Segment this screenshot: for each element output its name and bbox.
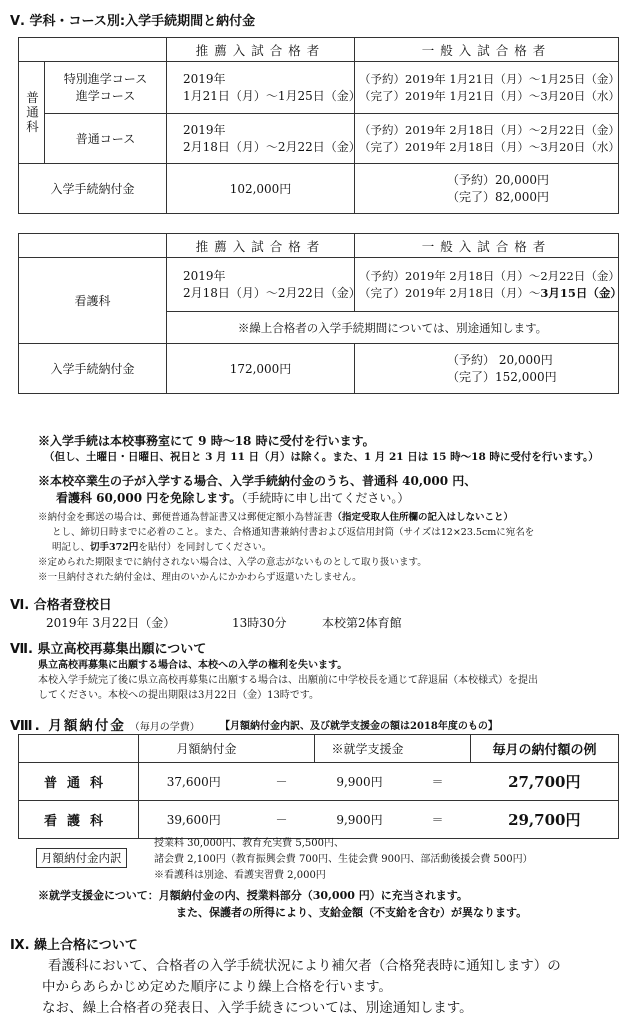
gen-reserve: （予約）2019年 2月18日（月）～2月22日（金） [359,268,620,283]
fee-reserve: （予約） 20,000円 [447,352,553,367]
note-postal-3a: 明記し、 [52,542,91,553]
header-general: 一般入試合格者 [355,38,619,62]
section6-title: Ⅵ. 合格者登校日 [10,598,112,613]
course-cell [45,62,167,114]
rec-period [167,258,361,312]
blank-header [19,735,139,763]
row-minus: － [249,801,315,839]
rec-dates: 1月21日（月）～1月25日（金） [183,88,361,103]
waitlist-line1: 看護科において、合格者の入学手続状況により補欠者（合格発表時に通知します）の [48,958,561,974]
dept-label: 看護科 [19,258,167,344]
fee-reserve: （予約）20,000円 [447,172,549,187]
waitlist-line3: なお、繰上合格者の発表日、入学手続きについては、別途通知します。 [42,1000,473,1016]
fee-general [355,164,619,214]
section8-subtitle: （毎月の学費） [129,722,200,733]
gen-reserve: （予約）2019年 2月18日（月）～2月22日（金） [359,122,620,137]
row-equals: ＝ [405,801,471,839]
note-postal-3 [52,540,271,555]
reapply-detail: 本校入学手続完了後に県立高校再募集に出願する場合は、出願前に中学校長を通じて辞退届（本校様式）を提出 [38,675,538,686]
gen-period [355,114,619,164]
rec-year: 2019年 [183,122,226,137]
header-recommend: 推薦入試合格者 [167,234,355,258]
header-recommend: 推薦入試合格者 [167,38,355,62]
attend-place: 本校第2体育館 [322,616,402,630]
gen-complete: （完了）2019年 2月18日（月）～3月20日（水） [359,139,620,154]
section9-title: Ⅸ. 繰上合格について [10,938,138,953]
note-postal [38,510,513,525]
note-procedure: ※入学手続は本校事務室にて 9 時～18 時に受付を行います。 [38,434,375,448]
blank-header [19,234,167,258]
nursing-note: ※繰上合格者の入学手続期間については、別途通知します。 [167,312,619,344]
fee-recommend: 102,000円 [167,164,355,214]
note-no-refund: ※一旦納付された納付金は、理由のいかんにかかわらず返還いたしません。 [38,572,362,583]
row-support: 9,900円 [315,763,405,801]
rec-period [167,114,361,164]
support-note-2: また、保護者の所得により、支給金額（不支給を含む）が異なります。 [176,906,528,919]
note-alumni-amount: 看護科 60,000 円を免除します。 [56,491,242,505]
row-fee: 39,600円 [139,801,249,839]
section7-title: Ⅶ. 県立高校再募集出願について [10,642,207,657]
fee-general [355,344,619,394]
reapply-deadline: してください。本校への提出期限は3月22日（金）13時です。 [38,690,320,701]
breakdown-line1: 授業料 30,000円、教育充実費 5,500円、 [154,838,344,849]
breakdown-line2: 諸会費 2,100円（教育振興会費 700円、生徒会費 900円、部活動後援会費 500円） [154,854,533,865]
rec-year: 2019年 [183,71,226,86]
note-postal-emph: （指定受取人住所欄の記入はしないこと） [332,512,514,523]
gen-reserve: （予約）2019年 1月21日（月）～1月25日（金） [359,71,620,86]
row-support: 9,900円 [315,801,405,839]
header-general: 一般入試合格者 [355,234,619,258]
fee-label: 入学手続納付金 [19,164,167,214]
row-fee: 37,600円 [139,763,249,801]
gen-complete: （完了）2019年 2月18日（月）～ [359,285,541,300]
section5-title: Ⅴ. 学科・コース別:入学手続期間と納付金 [10,14,256,29]
row-dept: 看護科 [19,801,139,839]
fee-complete: （完了）152,000円 [447,369,557,384]
breakdown-line3: ※看護科は別途、看護実習費 2,000円 [154,870,326,881]
dept-label: 普通科 [24,90,40,135]
section8-note: 【月額納付金内訳、及び就学支援金の額は2018年度のもの】 [220,721,498,732]
blank-header [19,38,167,62]
note-postal-text: ※納付金を郵送の場合は、郵便普通為替証書又は郵便定額小為替証書 [38,512,333,523]
table-nursing-dept [18,233,622,394]
note-alumni: ※本校卒業生の子が入学する場合、入学手続納付金のうち、普通科 40,000 円、 [38,474,477,488]
support-note: ※就学支援金について：月額納付金の内、授業料部分（30,000 円）に充当されます。 [38,889,468,902]
gen-period [355,62,619,114]
rec-dates: 2月18日（月）～2月22日（金） [183,285,361,300]
gen-complete-deadline: 3月15日（金） [540,285,622,300]
note-stamp: 切手372円 [90,542,139,553]
table-monthly-fee [18,734,619,839]
rec-dates: 2月18日（月）～2月22日（金） [183,139,361,154]
section8-heading [10,714,200,734]
note-procedure-detail: （但し、土曜日・日曜日、祝日と 3 月 11 日（月）は除く。また、1 月 21 日は 15 時～18 時に受付を行います。） [44,451,599,463]
fee-recommend: 172,000円 [167,344,355,394]
course-name: 進学コース [75,88,136,103]
row-minus: － [249,763,315,801]
row-equals: ＝ [405,763,471,801]
table-general-dept [18,37,619,214]
gen-complete: （完了）2019年 1月21日（月）～3月20日（水） [359,88,620,103]
header-monthly-fee: 月額納付金 [139,735,315,763]
gen-period [355,258,622,312]
header-support: ※就学支援金 [315,735,471,763]
note-postal-3c: を貼付）を同封してください。 [138,542,272,553]
rec-period [167,62,361,114]
row-total: 29,700円 [471,801,619,839]
note-deadline: ※定められた期限までに納付されない場合は、入学の意志がないものとして取り扱います。 [38,557,427,568]
row-total: 27,700円 [471,763,619,801]
dept-cell [19,62,45,164]
note-alumni-detail [56,489,409,506]
fee-label: 入学手続納付金 [19,344,167,394]
course-name: 特別進学コース [63,71,148,86]
reapply-warning: 県立高校再募集に出願する場合は、本校への入学の権利を失います。 [38,660,348,671]
rec-year: 2019年 [183,268,226,283]
header-example: 毎月の納付額の例 [471,735,619,763]
section8-title: Ⅷ. 月額納付金 [10,718,126,734]
course-name: 普通コース [75,132,136,146]
breakdown-label: 月額納付金内訳 [36,848,127,868]
note-postal-2: とし、締切日時までに必着のこと。また、合格通知書兼納付書および返信用封筒（サイズは12×23.5cmに宛名を [52,527,535,538]
attend-date: 2019年 3月22日（金） [46,616,176,630]
row-dept: 普通科 [19,763,139,801]
attend-time: 13時30分 [232,616,287,630]
waitlist-line2: 中からあらかじめ定めた順序により繰上合格を行います。 [42,979,392,995]
note-alumni-hint: （手続時に申し出てください。） [241,491,410,505]
course-cell [45,114,167,164]
fee-complete: （完了）82,000円 [447,189,549,204]
